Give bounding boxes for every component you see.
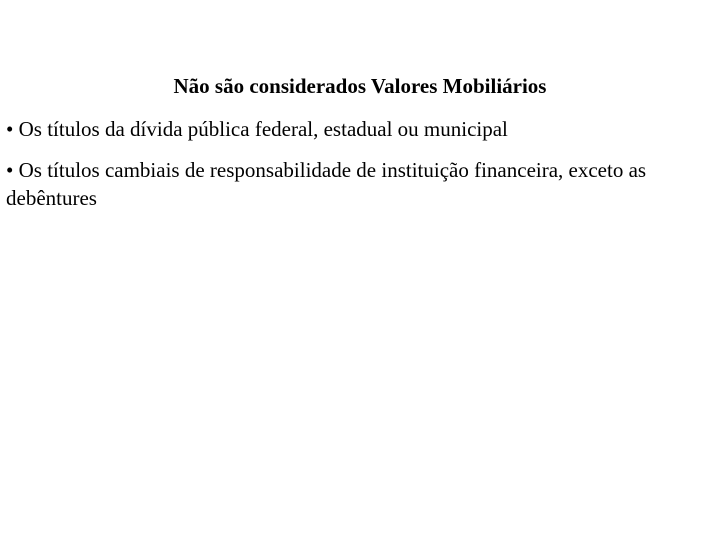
bullet-text: Os títulos da dívida pública federal, estadual ou municipal — [18, 117, 508, 141]
bullet-symbol: • — [6, 158, 14, 182]
bullet-symbol: • — [6, 117, 14, 141]
bullet-text: Os títulos cambiais de responsabilidade de instituição financeira, exceto as debêntures — [6, 158, 647, 210]
bullet-item — [6, 156, 716, 212]
slide-title: Não são considerados Valores Mobiliários — [173, 74, 547, 98]
bullet-list — [6, 115, 716, 225]
bullet-item — [6, 115, 716, 143]
